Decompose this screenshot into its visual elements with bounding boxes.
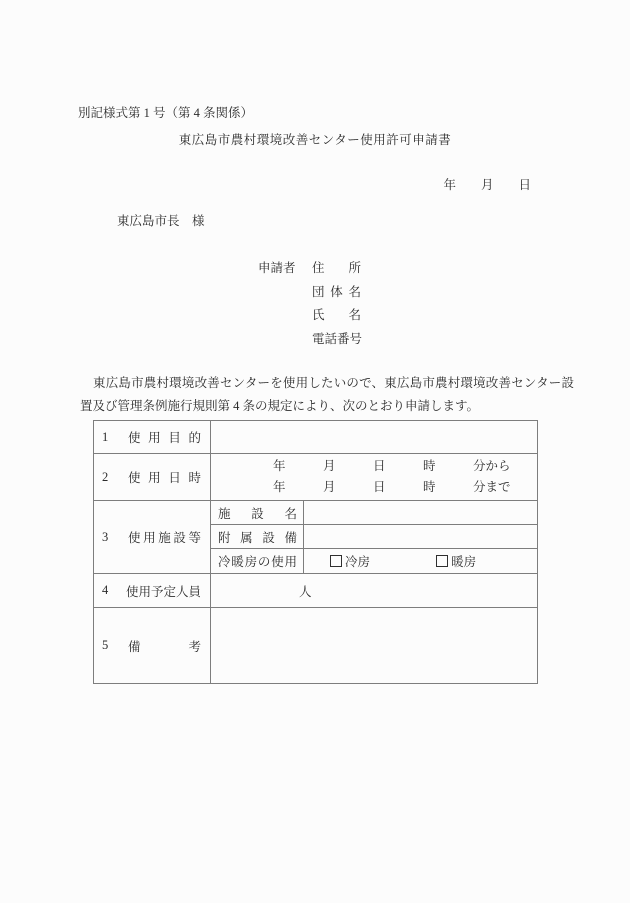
date-line: 年 月 日 xyxy=(443,178,531,192)
applicant-row-organization xyxy=(258,281,361,305)
applicant-heading: 申請者 xyxy=(258,261,296,275)
heating-checkbox-icon xyxy=(436,555,448,567)
heating-option-label: 暖房 xyxy=(451,555,477,569)
expected-people-value-cell xyxy=(211,574,538,608)
attached-equipment-value-cell xyxy=(304,525,538,549)
datetime-label: 使用日時 xyxy=(128,471,201,485)
facility-name-value-cell xyxy=(304,501,538,525)
air-conditioning-label: 冷暖房の使用 xyxy=(218,555,297,569)
intro-paragraph-line-2: 置及び管理条例施行規則第 4 条の規定により、次のとおり申請します。 xyxy=(80,399,480,413)
row-number: 3 xyxy=(102,529,109,544)
purpose-label: 使用目的 xyxy=(128,431,201,445)
remarks-label-cell xyxy=(94,608,211,684)
facility-label: 使用施設等 xyxy=(128,531,201,545)
table-row-datetime xyxy=(94,454,538,501)
applicant-heading-spacer xyxy=(258,281,312,305)
applicant-field-phone-label: 電話番号 xyxy=(312,332,363,347)
datetime-to-line: 年 月 日 時 分まで xyxy=(273,480,511,494)
cooling-checkbox-icon xyxy=(330,555,342,567)
row-number: 1 xyxy=(102,429,109,444)
applicant-block xyxy=(258,257,361,352)
table-row-remarks xyxy=(94,608,538,684)
air-conditioning-options-cell xyxy=(304,549,538,574)
addressee: 東広島市長 様 xyxy=(117,214,205,228)
datetime-label-cell xyxy=(94,454,211,501)
row-number: 5 xyxy=(102,638,109,652)
facility-name-label-cell xyxy=(211,501,304,525)
attached-equipment-label: 附属設備 xyxy=(218,530,297,545)
cooling-option xyxy=(330,552,370,570)
table-row-facility-name xyxy=(94,501,538,525)
table-row-purpose xyxy=(94,421,538,454)
cooling-option-label: 冷房 xyxy=(345,555,371,569)
purpose-label-cell xyxy=(94,421,211,454)
purpose-value-cell xyxy=(211,421,538,454)
form-style-number: 別記様式第 1 号（第 4 条関係） xyxy=(78,106,254,120)
attached-equipment-label-cell xyxy=(211,525,304,549)
remarks-value-cell xyxy=(211,608,538,684)
applicant-field-address-label: 住所 xyxy=(312,261,361,275)
expected-people-label: 使用予定人員 xyxy=(125,584,201,599)
expected-people-label-cell xyxy=(94,574,211,608)
applicant-heading-spacer xyxy=(258,328,312,352)
intro-paragraph-line-1: 東広島市農村環境改善センターを使用したいので、東広島市農村環境改善センター設 xyxy=(93,376,574,390)
row-number: 2 xyxy=(102,469,109,484)
facility-label-cell xyxy=(94,501,211,574)
applicant-field-name-label: 氏名 xyxy=(312,308,361,323)
air-conditioning-label-cell xyxy=(211,549,304,574)
intro-paragraph xyxy=(80,372,574,418)
applicant-row-address xyxy=(258,257,361,281)
document-title: 東広島市農村環境改善センター使用許可申請書 xyxy=(178,133,452,147)
facility-name-label: 施設名 xyxy=(218,506,297,521)
applicant-heading-spacer xyxy=(258,304,312,328)
datetime-from-line: 年 月 日 時 分から xyxy=(273,459,511,473)
heating-option xyxy=(436,552,476,570)
row-number: 4 xyxy=(102,583,109,597)
applicant-row-phone xyxy=(258,328,361,352)
remarks-label: 備考 xyxy=(128,639,201,654)
application-table xyxy=(93,420,538,684)
applicant-field-organization-label: 団体名 xyxy=(312,284,361,299)
people-unit: 人 xyxy=(299,584,312,599)
table-row-expected-people xyxy=(94,574,538,608)
datetime-value-cell xyxy=(211,454,538,501)
applicant-row-name xyxy=(258,304,361,328)
